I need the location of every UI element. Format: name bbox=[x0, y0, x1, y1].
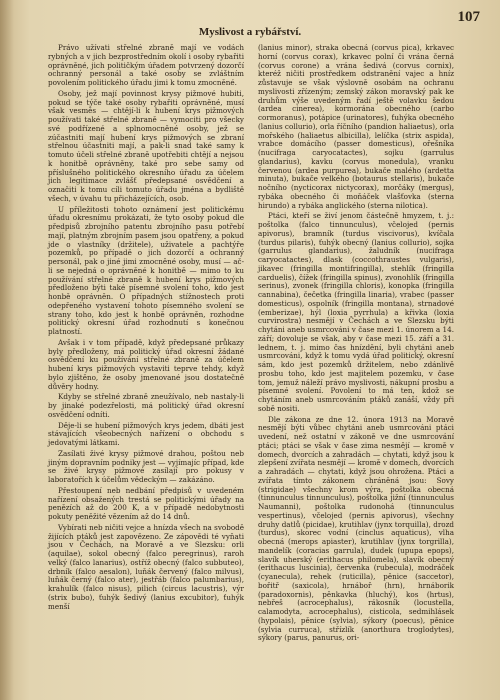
paragraph-continued: (lanius minor), straka obecná (corvus pica), krkavec horní (corvus corax), krkavec polní či vrána černá (corvus corone) a vrána šedivá (corvus cornix), kteréž ničiti prostředkem odstranění vajec a hníz zůstavuje se však výslovně osobám na ochranu myslivosti zřízeným; zemský zákon moravský pak ke druhům výše uvedeným řadí ještě volavku šedou (ardea cinerea), kormorána obecného (carbo cormoranus), potápice (urinatores), ťuhýka obecného (lanius collurio), orla říčního (pandion haliaetus), orla mořského (haliaetus albicilla), lelíčka (strix aspida), vrabce domácího (passer domesticus), ořešníka (nucifraga caryocatactes), sojku (garrulus glandarius), kavku (corvus monedula), vranku červenou (ardea purpurea), bukače malého (ardetta minuta), bukače velkého (botaurus stellaris), bukače nočního (nycticorax nictycorax), morčáky (mergus), rybáka obecného či moňáček vlašťovka (sterna hirundo) a rybáka anglického (sterna nilotica). bbox=[258, 43, 454, 210]
paragraph: Osoby, jež mají povinnost krysy pižmové hubiti, pokud se týče také osoby rybařiti oprávněné, musí však vesměs — chtějí-li k hubení krys pižmových používati také střelné zbraně — vymociti pro všecky své podřízené a splnomocněné osoby, jež se zúčastniti mají hubení krys pižmových se zbraní střelnou účastniti mají, a pak-li snad také samy k tomuto účeli střelné zbraně upotřebiti chtějí a nejsou k honitbě oprávněny, také pro sebe samy od příslušného politického okresního úřadu za účelem jich legitimace zvlášť předepsané osvědčení a označiti k tomu cíli tomuto úřadu jména a bydliště všech, v úvahu tu přicházejících, osob. bbox=[48, 88, 244, 203]
paragraph: Právo užívati střelné zbraně mají ve vodách rybných a v jich bezprostředním okolí i osoby rybařiti oprávněné, jich političkým úřadem potvrzený dozorčí ochranný personál a také osoby se zvláštním povolením politického úřadu jimi k tomu zmocněné. bbox=[48, 43, 244, 87]
page-number: 107 bbox=[457, 9, 480, 25]
left-column bbox=[48, 44, 244, 611]
right-column bbox=[258, 44, 454, 643]
paragraph: U příležitosti tohoto oznámení jest politickému úřadu okresnímu prokázati, že tyto osoby pokud dle předpisů zbrojního patentu zbrojního pasu potřebí mají, platným zbrojním pasem jsou opatřeny, a pokud jde o vlastníky (držitele), uživatele a pachtýře pozemků, po případě o jich dozorčí a ochranný personál, pak o jiné jimi zmocněné osoby, musí — ač-li se nejedná o oprávněné k honitbě — mimo to ku používání střelné zbraně k hubení krys pižmových předloženo býti také písemné svolení toho, kdo jest honbě oprávněn. O případných stížnostech proti odepřeného vystavení tohoto písemného svolení se strany toho, kdo jest k honbě oprávněn, rozhodne politický okresní úřad rozhodnutí s konečnou platností. bbox=[48, 204, 244, 336]
paragraph: Děje-li se hubení pižmových krys jedem, dbáti jest stávajících všeobecných nařízení o obchodu s jedovatými látkami. bbox=[48, 420, 244, 447]
paragraph: Zasílati živé krysy pižmové drahou, poštou neb jiným dopravním podniky jest — vyjímajíc případ, kde se živé krysy pižmové zasílají pro pokusy v laboratořích k účelům vědeckým — zakázáno. bbox=[48, 448, 244, 484]
running-head: Myslivost a rybářství. bbox=[198, 26, 302, 38]
paragraph: Avšak i v tom případě, když předepsané průkazy byly předloženy, má politický úřad okresní žádané osvědčení ku používání střelné zbraně za účelem hubení krys pižmových vystaviti teprve tehdy, když bylo zjištěno, že osoby jmenované jsou dostatečně důvěry hodny. bbox=[48, 337, 244, 391]
paragraph: Dle zákona ze dne 12. února 1913 na Moravě nesmějí býti vůbec chytáni aneb usmrcováni ptáci uvedení, než ostatní v zákoně ve dne usmrcování ptáci; ptáci se však v čase zima nesmějí — kromě v domech, dvorcích a zahradách — chytati, když jsou k zlepšení zvířata nesmějí — kromě v domech, dvorcích a zahradách — chytati, když jsou ohrožena. Ptáci a zvířata tímto zákonem chráněná jsou: Sovy (strigidae) všechny krom výra, poštolka obecná (tinnunculus tinnunculus), poštolka jižní (tinnunculus Naumanni), poštolka rudonohá (tinnunculus vespertinus), včelojed (pernis apivorus), všechny druhy datlů (picidae), krutihlav (jynx torquilla), drozd (turdus), skorec vodní (cinclus aquaticus), vlha obecná (merops apiaster), krutihlav (jynx torgrilla), mandelík (coracias garrula), dudek (upupa epops), slavík uherský (erithacus philomela), slavík obecný (erithacus luscinia), červenka (rubecula), modráček (cyanecula), rehek (ruticilla), pěnice (saccetor), bořitř (saxicola), hrnáboř (hrn), hrnáborik (paradoxornis), pěnkavka (hluchý), kos (hrtus), nebřeš (acrocephalus), rákosník (locustella, calamodyta, acrocephalus), cisticola, sedmihlásek (hypolais), pěnice (sylvia), sýkory (poecus), pěnice (sylvia curruca), střízlík (anorthura troglodytes), sýkory (parus, panurus, ori- bbox=[258, 414, 454, 643]
binding-shadow bbox=[0, 0, 14, 700]
paragraph: Kdyby se střelné zbraně zneužívalo, neb nastaly-li by jinaké podezřelosti, má politický úřad okresní osvědčení odníti. bbox=[48, 392, 244, 419]
paragraph: Ptáci, kteří se živí jenom částečně hmyzem, t. j.: poštolka (falco tinnunculus), včelojed (pernis apivorus), bramník (turdus viscivorus), kvíčala (turdus pilaris), ťuhýk obecný (lanius collurio), sojka (garrulus glandarius), žaludník (nucifraga caryocatactes), dlask (coccothraustes vulgaris), jikavec (fringilla montifringilla), stehlík (fringilla carduelis), čížek (fringilla spinus), zvonohlík (fringilla serinus), zvonek (fringilla chloris), konopka (fringilla cannabina), čečetka (fringilla linaria), vrabec (passer domesticus), ospolník (fringilla montana), strnadové (emberizae), hýl (loxia pyrrhula) a křivka (loxia curvirostra) nesmějí v Čechách a ve Slezsku býti chytáni aneb usmrcováni v čase mezi 1. únorem a 14. září; dovoluje se však, aby v čase mezi 15. září a 31. lednem, t. j. mimo čas hnízdění, byli chytáni aneb usmrcováni, když k tomu vydá úřad politický, okresní sám, kdo jest pozemků držitelem, nebo zdánlivě prosbu toho, kdo jest majitelem pozemku, v čase tom, jemuž náleží právo myslivosti, nákupní prosbu a písemné svolení. Povolení to má ten, kdož se chytáním aneb usmrcováním ptáků zanáší, vždy při sobě nositi. bbox=[258, 211, 454, 413]
paragraph: Přestoupení neb nedbání předpisů v uvedeném nařízení obsažených trestá se politickými úřady na penězích až do 200 K, a v případě nedobytnosti pokuty peněžité vězením až do 14 dnů. bbox=[48, 485, 244, 521]
paragraph: Vybírati neb ničiti vejce a hnízda všech na svobodě žijících ptáků jest zapovězeno. Ze zápovědi té vyňati jsou v Čechách, na Moravě a ve Slezsku: orli (aquilae), sokol obecný (falco peregrinus), raroh velký (falco lanarius), ostříž obecný (falco subbuteo), drbník (falco aesalon), luňák červený (falco milvus), luňák černý (falco ater), jestřáb (falco palumbarius), krahulík (falco nisus), pilich (circus lacustris), výr (strix bubo), ťuhýk šedivý (lanius excubitor), ťuhýk menší bbox=[48, 522, 244, 611]
